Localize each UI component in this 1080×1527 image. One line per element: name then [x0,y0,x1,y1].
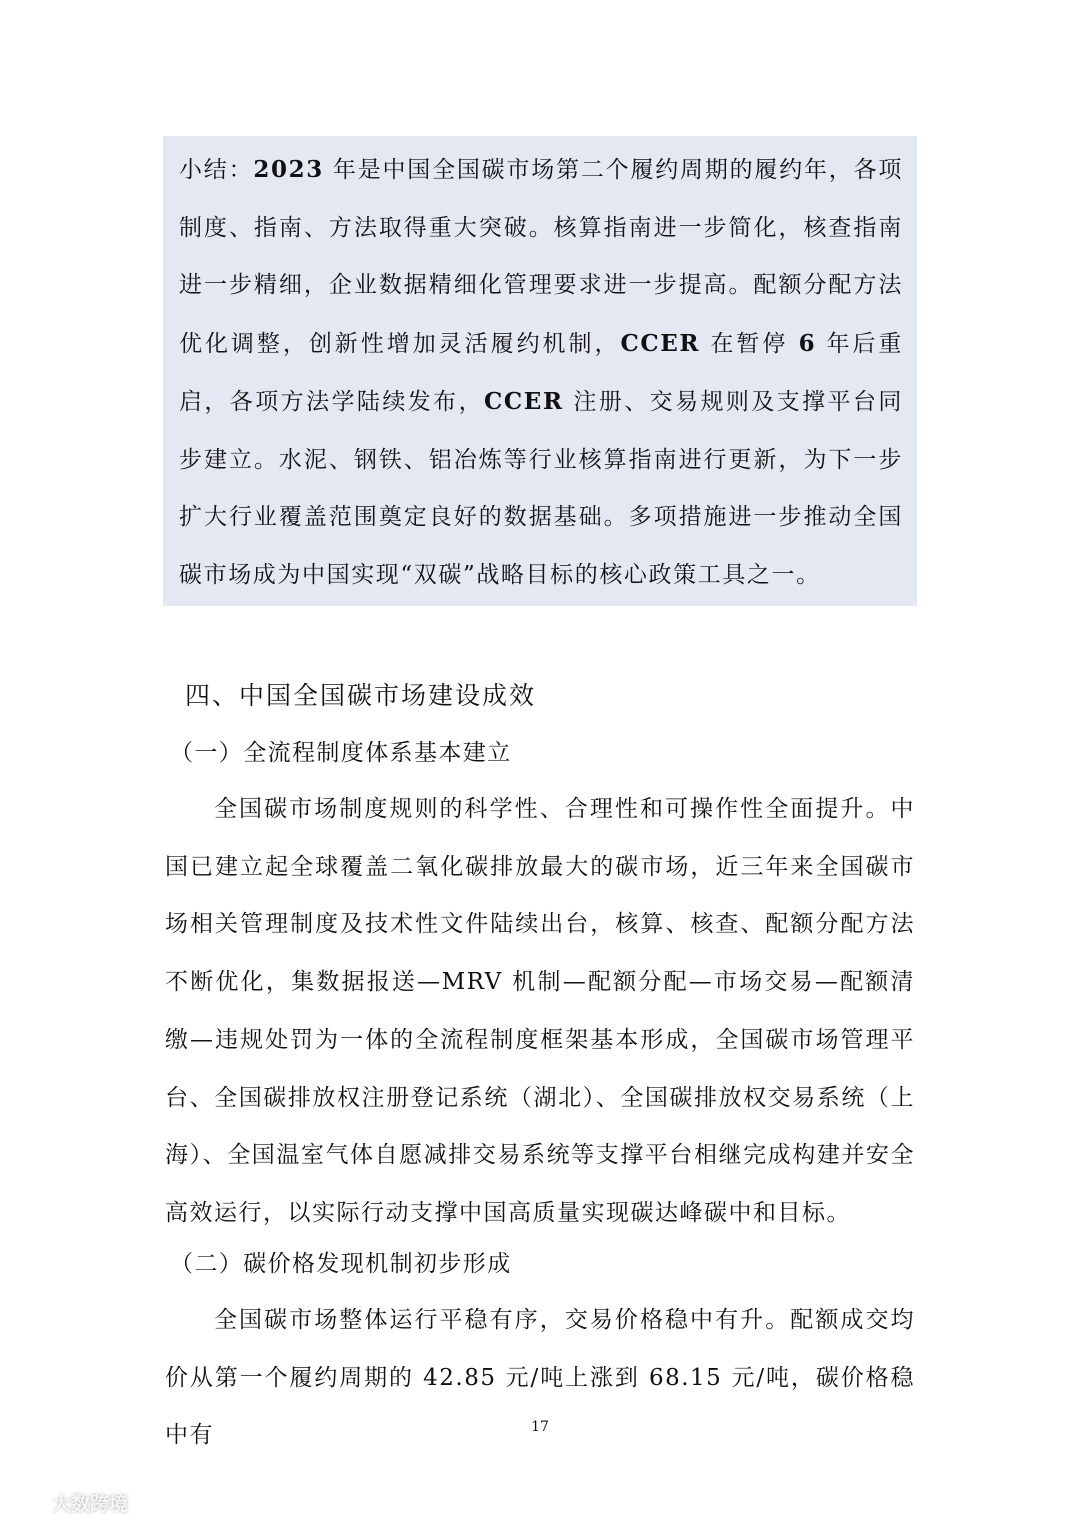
summary-ccer-2: CCER [484,388,564,415]
summary-text-part-3: 年后重启，各项方法学陆续发布， [179,330,903,415]
summary-text-part-2: 在暂停 [700,330,799,357]
subsection-2-title: （二）碳价格发现机制初步形成 [170,1251,512,1277]
subsection-1-paragraph: 全国碳市场制度规则的科学性、合理性和可操作性全面提升。中国已建立起全球覆盖二氧化碳排放最大的碳市场，近三年来全国碳市场相关管理制度及技术性文件陆续出台，核算、核查、配额分配方法不断优化，集数据报送—MRV 机制—配额分配—市场交易—配额清缴—违规处罚为一体的全流程制度框架基本形成，全国碳市场管理平台、全国碳排放权注册登记系统（湖北）、全国碳排放权交易系统（上海）、全国温室气体自愿减排交易系统等支撑平台相继完成构建并安全高效运行，以实际行动支撑中国高质量实现碳达峰碳中和目标。 [165,796,915,1226]
summary-ccer-1: CCER [620,329,701,357]
summary-year: 2023 [253,156,324,183]
weibo-logo-icon [10,1488,48,1516]
summary-text-part-1: 年是中国全国碳市场第二个履约周期的履约年，各项制度、指南、方法取得重大突破。核算指南进一步简化，核查指南进一步精细，企业数据精细化管理要求进一步提高。配额分配方法优化调整，创新性增加灵活履约机制， [179,157,903,357]
subsection-1-title: （一）全流程制度体系基本建立 [170,740,512,766]
summary-prefix: 小结： [179,157,254,183]
watermark-text: 大数跨境 [52,1492,129,1515]
subsection-2-paragraph: 全国碳市场整体运行平稳有序，交易价格稳中有升。配额成交均价从第一个履约周期的 42.85 元/吨上涨到 68.15 元/吨，碳价格稳中有 [165,1307,915,1449]
summary-paragraph [179,141,903,604]
summary-text-part-4: 注册、交易规则及支撑平台同步建立。水泥、钢铁、铝冶炼等行业核算指南进行更新，为下一步扩大行业覆盖范围奠定良好的数据基础。多项措施进一步推动全国碳市场成为中国实现“双碳”战略目标的核心政策工具之一。 [179,389,903,588]
page-number: 17 [531,1419,549,1435]
section-title: 四、中国全国碳市场建设成效 [185,681,537,710]
watermark [10,1485,128,1519]
summary-six: 6 [798,329,817,357]
